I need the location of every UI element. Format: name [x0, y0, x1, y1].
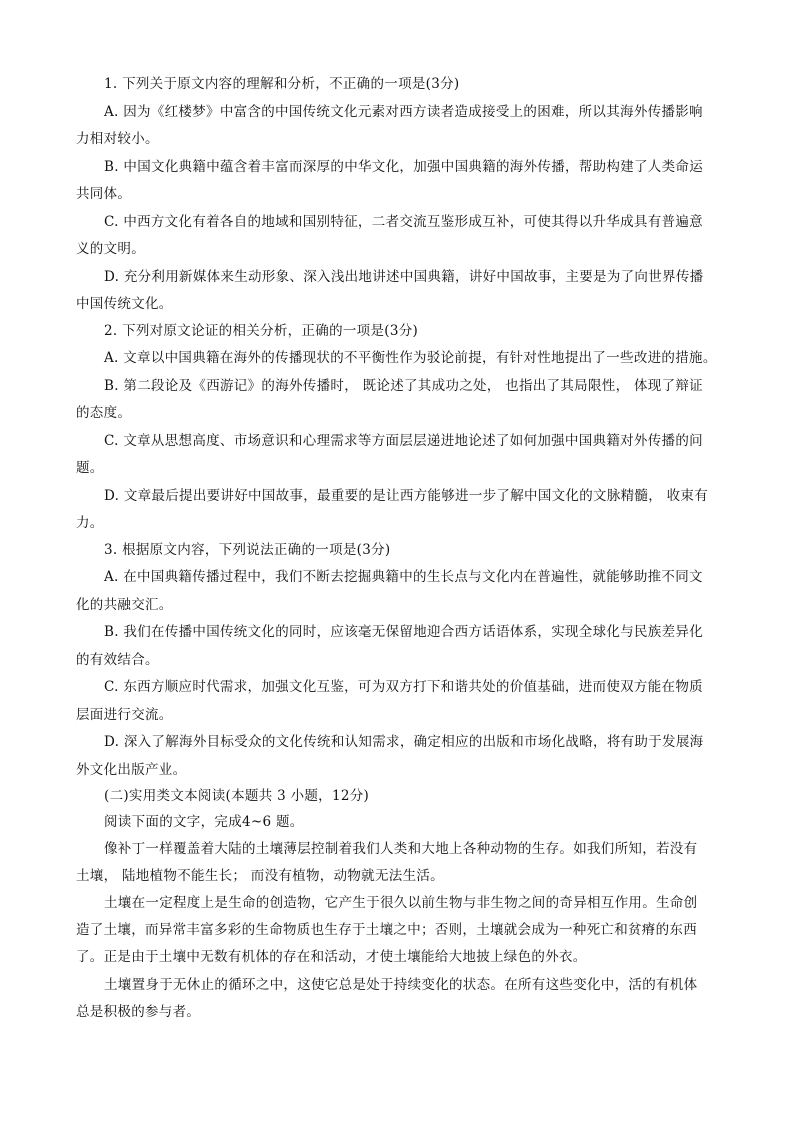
question-3-option-d: D. 深入了解海外目标受众的文化传统和认知需求，确定相应的出版和市场化战略，将有助于发展海 — [104, 734, 704, 750]
question-2-option-d: D. 文章最后提出要讲好中国故事，最重要的是让西方能够进一步了解中国文化的文脉精髓， 收束有 — [104, 488, 709, 504]
question-1-option-c: C. 中西方文化有着各自的地域和国别特征，二者交流互鉴形成互补，可使其得以升华成具有普遍意 — [104, 214, 703, 230]
passage-paragraph-3: 土壤置身于无休止的循环之中，这使它总是处于持续变化的状态。在所有这些变化中，活的有机体 — [104, 977, 698, 993]
question-2-option-c-cont: 题。 — [76, 460, 104, 476]
passage-paragraph-2-cont: 造了土壤，而异常丰富多彩的生命物质也生存于土壤之中；否则，土壤就会成为一种死亡和贫瘠的东西 — [76, 922, 697, 938]
question-3-option-c: C. 东西方顺应时代需求，加强文化互鉴，可为双方打下和谐共处的价值基础，进而使双方能在物质 — [104, 679, 703, 695]
question-2-option-b: B. 第二段论及《西游记》的海外传播时， 既论述了其成功之处， 也指出了其局限性， 体现了辩证 — [104, 378, 703, 394]
question-1-option-a-cont: 力相对较小。 — [76, 131, 159, 147]
question-2-stem: 2. 下列对原文论证的相关分析，正确的一项是(3分) — [104, 323, 419, 339]
question-3-option-b: B. 我们在传播中国传统文化的同时，应该毫无保留地迎合西方话语体系，实现全球化与民族差异化 — [104, 624, 704, 640]
question-2-option-c: C. 文章从思想高度、市场意识和心理需求等方面层层递进地论述了如何加强中国典籍对外传播的问 — [104, 433, 703, 449]
passage-paragraph-2-cont: 了。正是由于土壤中无数有机体的存在和活动，才使土壤能给大地披上绿色的外衣。 — [76, 949, 587, 965]
question-3-option-b-cont: 的有效结合。 — [76, 652, 159, 668]
question-1-option-a: A. 因为《红楼梦》中富含的中国传统文化元素对西方读者造成接受上的困难，所以其海外传播影响 — [104, 104, 703, 120]
question-3-stem: 3. 根据原文内容，下列说法正确的一项是(3分) — [104, 542, 391, 558]
question-3-option-d-cont: 外文化出版产业。 — [76, 762, 187, 778]
question-1-stem: 1. 下列关于原文内容的理解和分析，不正确的一项是(3分) — [104, 76, 460, 92]
passage-paragraph-1: 像补丁一样覆盖着大陆的土壤薄层控制着我们人类和大地上各种动物的生存。如我们所知，若没有 — [104, 841, 698, 857]
question-3-option-a: A. 在中国典籍传播过程中，我们不断去挖掘典籍中的生长点与文化内在普遍性，就能够助推不同文 — [104, 569, 703, 585]
question-3-option-a-cont: 化的共融交汇。 — [76, 597, 173, 613]
reading-instruction: 阅读下面的文字，完成4~6 题。 — [104, 814, 304, 830]
passage-paragraph-2: 土壤在一定程度上是生命的创造物，它产生于很久以前生物与非生物之间的奇异相互作用。生命创 — [104, 895, 698, 911]
question-1-option-b: B. 中国文化典籍中蕴含着丰富而深厚的中华文化，加强中国典籍的海外传播，帮助构建了人类命运 — [104, 159, 704, 175]
passage-paragraph-3-cont: 总是积极的参与者。 — [76, 1004, 201, 1020]
section-heading: (二)实用类文本阅读(本题共 3 小题，12分) — [104, 788, 370, 804]
question-2-option-b-cont: 的态度。 — [76, 405, 132, 421]
question-2-option-d-cont: 力。 — [76, 515, 104, 531]
question-3-option-c-cont: 层面进行交流。 — [76, 707, 173, 723]
passage-paragraph-1-cont: 土壤， 陆地植物不能生长； 而没有植物，动物就无法生活。 — [76, 868, 444, 884]
question-1-option-d-cont: 中国传统文化。 — [76, 296, 173, 312]
question-1-option-c-cont: 义的文明。 — [76, 241, 145, 257]
question-2-option-a: A. 文章以中国典籍在海外的传播现状的不平衡性作为驳论前提，有针对性地提出了一些改进的措施。 — [104, 350, 717, 366]
question-1-option-b-cont: 共同体。 — [76, 186, 132, 202]
question-1-option-d: D. 充分利用新媒体来生动形象、深入浅出地讲述中国典籍，讲好中国故事，主要是为了向世界传播 — [104, 269, 704, 285]
